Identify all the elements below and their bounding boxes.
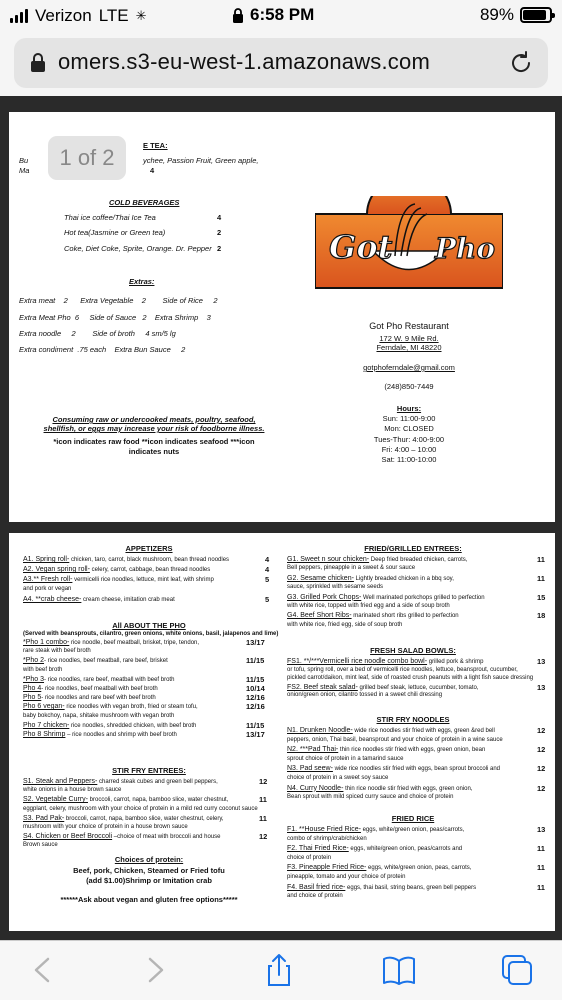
tabs-icon[interactable] [500,953,534,987]
item-description: with white rice, fried egg, side of soup broth [287,621,403,628]
item-name: N1. Drunken Noodle- [287,727,353,734]
stirnoodle-item [287,726,495,736]
item-price: 13/17 [246,730,265,739]
fried-item [287,602,450,611]
item-description: Brown sauce [23,842,58,849]
appetizers-item [23,565,210,575]
stirnoodle-item [287,793,453,802]
item-name: A4. **crab cheese- [23,596,82,603]
item-description: eggs, thai basil, string beans, green bell peppers [345,884,477,891]
fried-heading: FRIED/GRILLED ENTREES: [364,544,462,553]
rice-item [287,825,464,835]
item-name: G2. Sesame chicken- [287,574,354,582]
pho-item [23,666,62,675]
item-price: 2 [217,244,222,253]
item-description: thin rice noodle stir fried with eggs, green onion, [343,785,473,792]
item-price: 4 [217,213,222,222]
item-description: vermicelli rice noodles, lettuce, mint leaf, with shrimp [72,577,214,583]
item-price: 12 [537,783,546,793]
item-description: rice noodle, beef meatball, brisket, tripe, tendon, [69,640,200,646]
item-price: 11/15 [246,656,265,666]
item-name: G3. Grilled Pork Chops- [287,593,362,601]
item-name: A2. Vegan spring roll- [23,566,90,573]
item-price: 10/14 [246,684,265,693]
tea-price: 4 [150,166,155,175]
url-text[interactable]: omers.s3-eu-west-1.amazonaws.com [58,49,430,74]
item-name: *Pho 2 [23,657,45,665]
stirnoodle-item [287,774,388,783]
item-name: Pho 5 [23,694,42,702]
item-description: - rice noodles, beef meatball with beef broth [41,686,158,692]
battery-icon [520,7,552,23]
item-price: 5 [265,595,270,604]
item-price: 11/15 [246,720,265,730]
item-price: 12 [259,832,268,842]
item-name: FS2. Beef steak salad- [287,683,358,691]
warning-text: Consuming raw or undercooked meats, poultry, seafood, [52,415,256,424]
item-description: choice of protein in a sweet soy sauce [287,775,389,781]
item-description: pineapple, tomato and your choice of protein [287,874,406,880]
list-item: Coke, Diet Coke, Sprite, Orange. Dr. Pepper [64,244,212,253]
item-price: 11 [537,555,545,564]
item-description: combo of shrimp/crab/chicken [287,835,367,842]
svg-text:Pho: Pho [435,232,496,265]
rice-item [287,835,367,844]
salad-item [287,691,442,700]
hours-line: Sun: 11:00-9:00 [382,414,436,423]
pho-heading: All ABOUT THE PHO [112,621,186,630]
hours-line: Mon: CLOSED [384,424,434,433]
got-pho-logo [315,196,503,292]
item-name: Pho 4 [23,685,42,692]
hours-line: Sat: 11:00-10:00 [381,455,437,464]
back-icon[interactable] [26,953,60,987]
fried-rice-heading: FRIED RICE [391,814,435,823]
appetizers-heading: APPETIZERS [125,544,173,553]
activity-icon: ✳ [135,8,147,23]
item-description: baby bokchoy, napa, shitake mushroom with vegan broth [23,712,175,719]
item-price: 12/16 [246,693,265,703]
item-price: 2 [217,228,222,237]
item-price: 13 [537,657,546,666]
hours-heading: Hours: [396,404,422,413]
item-description: eggs, white/green onion, peas, carrots, [366,865,472,872]
stirnoodle-item [287,755,403,764]
rice-item [287,892,343,901]
protein-line: Beef, pork, Chicken, Steamed or Fried tofu [73,866,225,875]
rice-item [287,883,476,893]
rice-item [287,863,471,873]
item-description: sprout choice of protein in a tamarind sauce [287,755,404,762]
item-name: *Pho 1 combo- [23,639,70,646]
item-name: F3. Pineapple Fried Rice- [287,864,367,872]
item-description: thin rice noodles stir fried with eggs, green onion, bean [338,747,486,754]
protein-line: (add $1.00)Shrimp or Imitation crab [86,876,212,885]
stirfry-heading: STIR FRY ENTREES: [112,766,186,775]
item-price: 12 [537,745,546,755]
item-price: 15 [537,592,546,602]
item-description: - rice noodles, rare beef, meatball with beef broth [44,676,175,683]
item-price: 13/17 [246,638,265,647]
phone-number: (248)850-7449 [384,382,434,391]
item-description: eggplant, celery, mushroom with your choice of protein in a mild red curry coconut sauce [23,805,258,812]
icon-legend: indicates nuts [128,447,180,456]
page-indicator: 1 of 2 [48,136,126,180]
item-name: N4. Curry Noodle- [287,784,344,792]
item-price: 4 [265,555,270,564]
item-description: charred steak cubes and green bell peppers, [97,779,218,785]
item-price: 12 [259,777,268,786]
item-price: 12/16 [246,702,265,712]
signal-icon [10,9,28,23]
item-description: wide rice noodles stir fried with eggs, bean sprout broccoli and [332,766,501,773]
address-line: 172 W. 9 Mile Rd. [379,334,439,343]
rice-item [287,873,405,882]
item-description: Well marinated porkchops grilled to perfection [361,594,485,601]
item-description: eggs, white/green onion, peas/carrots, [360,827,465,833]
item-name: F1. **House Fried Rice- [287,826,361,833]
address-line: Ferndale, MI 48220 [376,343,442,352]
item-description: rare steak with beef broth [23,648,91,655]
item-name: FS1. **/***Vermicelli rice noodle combo bowl- [287,658,428,665]
item-description: Lightly breaded chicken in a bbq soy, [353,575,454,582]
pho-item [23,647,91,656]
email-link[interactable]: gotphoferndale@gmail.com [363,363,455,372]
item-price: 18 [537,611,546,621]
item-name: A1. Spring roll- [23,556,70,563]
item-description: mushroom with your choice of protein in a house brown sauce [23,824,188,830]
fried-item [287,621,402,630]
item-description: and choice of protein [287,893,343,900]
tea-heading: E TEA: [143,141,168,150]
hours-line: Fri: 4:00 – 10:00 [381,445,437,454]
tea-line: ychee, Passion Fruit, Green apple, [143,156,259,165]
item-description: wide rice noodles stir fried with eggs, green &red bell [352,728,495,734]
item-name: F4. Basil fried rice- [287,883,346,891]
item-description: onion/green onion, cilantro tossed in a sweet chili dressing [287,692,443,699]
pho-item [23,730,177,740]
item-name: S1. Steak and Peppers- [23,778,98,785]
item-description: white onions in a house brown sauce [23,787,122,794]
fried-item [287,583,383,592]
stirnoodle-item [287,784,473,794]
item-description: eggs, white/green onion, peas/carrots and [348,846,463,853]
item-price: 11 [537,844,545,854]
item-description: sauce, sprinkled with sesame seeds [287,584,384,591]
stirfry-item [23,841,58,850]
item-price: 11 [259,795,267,805]
stirfry-item [23,786,121,795]
appetizers-item [23,585,71,594]
item-price: 13 [537,825,546,834]
item-name: Pho 8 Shrimp [23,731,66,738]
item-name: N2. ***Pad Thai- [287,746,339,754]
reload-icon[interactable] [508,50,534,76]
item-description: –choice of meat with broccoli and house [112,834,221,841]
item-description: broccoli, carrot, napa, bamboo slice, water chestnut, [87,797,229,804]
rice-item [287,854,331,863]
extras-row: Extra condiment .75 each Extra Bun Sauce 2 [19,345,186,354]
item-description: rice noodles, shredded chicken, with beef broth [69,722,197,729]
item-description: – rice noodles and shrimp with beef broth [65,732,177,738]
extras-row: Extra meat 2 Extra Vegetable 2 Side of Rice 2 [19,296,218,305]
lock-icon [30,53,46,73]
item-name: Pho 7 chicken- [23,721,70,729]
item-description: Deep fried breaded chicken, carrots, [369,557,468,563]
stirnoodle-item [287,745,485,755]
svg-text:Got: Got [329,228,393,266]
rice-item [287,844,462,854]
appetizers-item [23,555,229,565]
cold-beverages-heading: COLD BEVERAGES [109,198,180,207]
pho-item [23,712,174,721]
protein-heading: Choices of protein: [114,855,184,864]
extras-heading: Extras: [129,277,155,286]
stirfry-item [23,805,258,814]
item-description: grilled pork & shrimp [427,659,484,665]
share-icon[interactable] [262,953,296,987]
vegan-note: ******Ask about vegan and gluten free options***** [60,895,238,904]
item-price: 13 [537,682,546,692]
menu-page-2 [9,533,555,931]
item-description: - rice noodles and rare beef with beef broth [41,695,156,702]
item-description: with white rice, topped with fried egg and a side of soup broth [287,603,450,609]
item-description: celery, carrot, cabbage, bean thread noodles [89,567,211,573]
item-description: peppers, onion, Thai basil, beansprout and your choice of protein in a wine sauce [287,736,503,743]
stirnoodle-item [287,764,500,774]
clock: 6:58 PM [250,5,315,24]
item-price: 11 [537,882,545,892]
warning-text: shellfish, or eggs may increase your risk of foodborne illness. [43,424,265,433]
item-name: A3.** Fresh roll- [23,576,73,583]
item-name: S3. Pad Pak- [23,814,65,822]
list-item: Hot tea(Jasmine or Green tea) [64,228,166,237]
item-description: rice noodles with vegan broth, fried or steam tofu, [64,704,198,711]
carrier-label: Verizon [35,6,92,25]
item-description: choice of protein [287,854,332,861]
item-name: G4. Beef Short Ribs- [287,612,352,620]
item-price: 11 [259,813,267,823]
item-name: Pho 6 vegan- [23,703,65,711]
hours-line: Tues-Thur: 4:00-9:00 [373,435,445,444]
item-price: 4 [265,565,270,574]
extras-row: Extra Meat Pho 6 Side of Sauce 2 Extra Shrimp 3 [19,313,211,322]
pdf-viewer[interactable] [0,96,562,940]
item-name: F2. Thai Fried Rice- [287,845,349,853]
stirfry-item [23,823,188,832]
status-bar [0,0,562,34]
stirnoodle-item [287,736,503,745]
item-description: broccoli, carrot, napa, bamboo slice, water chestnut, celery, [64,815,224,822]
item-price: 11/15 [246,674,265,684]
icon-legend: *icon indicates raw food **icon indicates seafood ***icon [53,437,255,446]
network-label: LTE [98,6,129,25]
item-description: pickled carrot/daikon, mint leaf, side of roasted crush peanuts with a light fish sauce dressing [287,675,534,682]
browser-toolbar [0,940,562,1000]
salad-heading: FRESH SALAD BOWLS: [370,646,456,655]
appetizers-item [23,595,175,605]
stirnoodle-heading: STIR FRY NOODLES [376,715,450,724]
tea-line: Bu [19,156,29,165]
item-name: S4. Chicken or Beef Broccoli [23,833,113,841]
tea-line: Ma [19,166,30,175]
appetizers-item [23,575,214,585]
item-name: S2. Vegetable Curry- [23,796,88,804]
item-price: 5 [265,575,270,584]
item-price: 11 [537,573,545,583]
item-price: 12 [537,726,546,735]
item-description: Bean sprout with mild spiced curry sauce and choice of protein [287,794,454,801]
item-description: grilled beef steak, lettuce, cucumber, tomato, [357,684,479,691]
battery-percent: 89% [479,5,514,24]
item-description: or tofu, spring roll, over a bed of vermicelli rice noodles, lettuce, beansprout, cucumber, [287,666,518,673]
address-bar[interactable] [14,38,548,88]
pho-served-note: (Served with beansprouts, cilantro, green onions, white onions, basil, jalapenos and lime) [23,631,279,637]
list-item: Thai ice coffee/Thai Ice Tea [64,213,156,222]
bookmarks-icon[interactable] [382,953,416,987]
item-name: N3. Pad seew- [287,765,333,773]
item-name: *Pho 3 [23,675,45,683]
item-price: 12 [537,764,546,774]
restaurant-name: Got Pho Restaurant [369,321,449,331]
lock-icon [232,8,244,23]
item-description: chicken, taro, carrot, black mushroom, bean thread noodles [69,557,230,563]
item-description: - rice noodles, beef meatball, rare beef, brisket [44,658,168,665]
item-description: and pork or vegan [23,586,72,592]
extras-row: Extra noodle 2 Side of broth 4 sm/5 lg [19,329,176,338]
item-description: cream cheese, imitation crab meat [81,597,175,603]
item-description: Bell peppers, pineapple in a sweet & sour sauce [287,565,416,572]
item-description: with beef broth [23,666,63,673]
fried-item [287,564,415,573]
item-description: marinated short ribs grilled to perfection [351,613,459,620]
item-price: 11 [537,863,545,873]
forward-icon[interactable] [138,953,172,987]
item-name: G1. Sweet n sour chicken- [287,556,370,563]
